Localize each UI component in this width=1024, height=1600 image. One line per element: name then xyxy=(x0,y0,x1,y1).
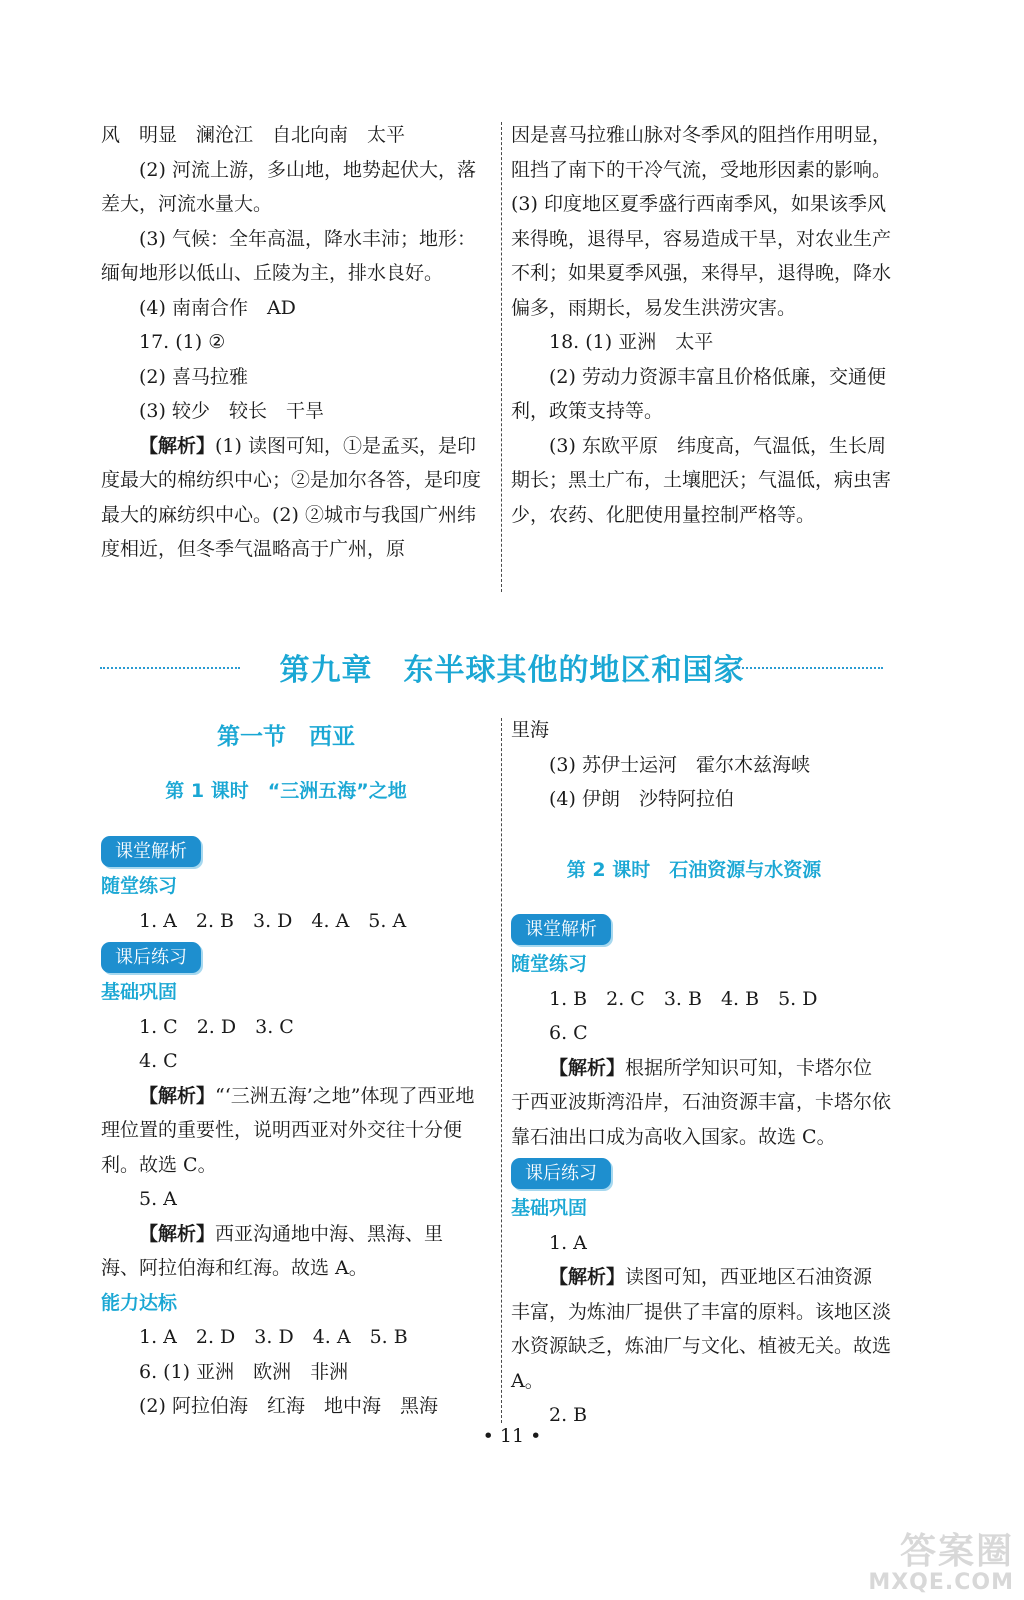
subsection-heading: 基础巩固 xyxy=(511,1197,588,1219)
answer-line: (3) 苏伊士运河 霍尔木兹海峡 xyxy=(549,753,810,776)
analysis-text: “‘三洲五海’之地”体现了西亚地理位置的重要性，说明西亚对外交往十分便利。故选 C。 xyxy=(101,1084,475,1176)
page-number: • 11 • xyxy=(482,1425,542,1447)
top-right-column xyxy=(511,118,891,532)
answer-line: 17. (1) ② xyxy=(139,331,226,353)
answer-line: 2. B xyxy=(549,1404,588,1426)
chapter-divider-right xyxy=(735,667,883,669)
answer-line: (4) 南南合作 AD xyxy=(139,296,296,319)
section-badge: 课堂解析 xyxy=(511,914,611,945)
subsection-heading: 随堂练习 xyxy=(511,953,588,975)
column-divider-bottom xyxy=(501,718,502,1423)
answer-line: (3) 较少 较长 干旱 xyxy=(139,400,324,422)
analysis-paragraph xyxy=(511,1051,891,1155)
subsection-heading: 随堂练习 xyxy=(101,875,178,897)
answer-line: (2) 喜马拉雅 xyxy=(139,365,248,388)
analysis-label: 【解析】 xyxy=(139,1084,216,1107)
watermark-logo xyxy=(814,1533,1014,1594)
watermark-line-2: MXQE.COM xyxy=(868,1569,1014,1595)
bottom-right-top-column xyxy=(511,713,891,817)
analysis-label: 【解析】 xyxy=(549,1266,626,1288)
analysis-text: (1) 读图可知，①是孟买，是印度最大的棉纺织中心；②是加尔各答，是印度最大的麻纺织中心。(2) ②城市与我国广州纬度相近，但冬季气温略高于广州，原 xyxy=(101,434,482,560)
lesson-2-title: 第 2 课时 石油资源与水资源 xyxy=(566,859,822,881)
answer-line: 6. C xyxy=(549,1022,588,1044)
top-left-column xyxy=(101,118,481,567)
answer-line: (3) 东欧平原 纬度高，气温低，生长周期长；黑土广布，土壤肥沃；气温低，病虫害少，农药、化肥使用量控制严格等。 xyxy=(511,434,892,526)
bottom-right-column xyxy=(511,910,891,1433)
answer-line: (3) 气候：全年高温，降水丰沛；地形：缅甸地形以低山、丘陵为主，排水良好。 xyxy=(101,227,476,284)
answer-line: 1. A 2. D 3. D 4. A 5. B xyxy=(139,1326,408,1348)
analysis-paragraph xyxy=(101,1217,481,1286)
subsection-heading: 能力达标 xyxy=(101,1291,178,1314)
analysis-text: 西亚沟通地中海、黑海、里海、阿拉伯海和红海。故选 A。 xyxy=(101,1222,444,1279)
analysis-paragraph xyxy=(101,429,481,567)
column-divider-top xyxy=(501,122,502,592)
answer-line: 5. A xyxy=(139,1188,177,1210)
subsection-heading: 基础巩固 xyxy=(101,981,178,1003)
analysis-text: 根据所学知识可知，卡塔尔位于西亚波斯湾沿岸，石油资源丰富，卡塔尔依靠石油出口成为高收入国家。故选 C。 xyxy=(511,1056,892,1148)
answer-line: 因是喜马拉雅山脉对冬季风的阻挡作用明显，阻挡了南下的干冷气流，受地形因素的影响。(3) 印度地区夏季盛行西南季风，如果该季风来得晚，退得早，容易造成干旱，对农业生产不利；如果夏季风强，来得早，退得晚，降水偏多，雨期长，易发生洪涝灾害。 xyxy=(511,124,892,319)
answer-line: (2) 河流上游，多山地，地势起伏大，落差大，河流水量大。 xyxy=(101,158,476,215)
answer-line: 风 明显 澜沧江 自北向南 太平 xyxy=(101,124,406,146)
bottom-left-column xyxy=(101,832,481,1424)
answer-line: (4) 伊朗 沙特阿拉伯 xyxy=(549,788,734,810)
chapter-title: 第九章 东半球其他的地区和国家 xyxy=(279,653,745,688)
watermark-line-1: 答案圈 xyxy=(899,1531,1014,1573)
answer-line: 1. B 2. C 3. B 4. B 5. D xyxy=(549,987,818,1010)
answer-line: 18. (1) 亚洲 太平 xyxy=(549,331,714,353)
section-title: 第一节 西亚 xyxy=(217,724,355,750)
answer-line: 6. (1) 亚洲 欧洲 非洲 xyxy=(139,1360,349,1383)
section-badge: 课后练习 xyxy=(511,1158,611,1189)
analysis-paragraph xyxy=(511,1260,891,1398)
analysis-paragraph xyxy=(101,1079,481,1183)
analysis-label: 【解析】 xyxy=(549,1056,626,1079)
lesson-1-title: 第 1 课时 “三洲五海”之地 xyxy=(165,780,407,802)
answer-line: 1. A xyxy=(549,1231,587,1254)
answer-line: 1. A 2. B 3. D 4. A 5. A xyxy=(139,909,407,932)
answer-line: 1. C 2. D 3. C xyxy=(139,1015,294,1038)
analysis-label: 【解析】 xyxy=(139,434,216,457)
analysis-label: 【解析】 xyxy=(139,1222,216,1245)
answer-line: 里海 xyxy=(511,719,550,741)
chapter-heading xyxy=(0,645,1024,688)
section-badge: 课堂解析 xyxy=(101,836,201,867)
answer-line: (2) 阿拉伯海 红海 地中海 黑海 xyxy=(139,1395,438,1417)
analysis-text: 读图可知，西亚地区石油资源丰富，为炼油厂提供了丰富的原料。该地区淡水资源缺乏，炼油厂与文化、植被无关。故选 A。 xyxy=(511,1266,892,1392)
section-badge: 课后练习 xyxy=(101,942,201,973)
answer-line: 4. C xyxy=(139,1050,178,1072)
answer-line: (2) 劳动力资源丰富且价格低廉，交通便利，政策支持等。 xyxy=(511,365,886,422)
